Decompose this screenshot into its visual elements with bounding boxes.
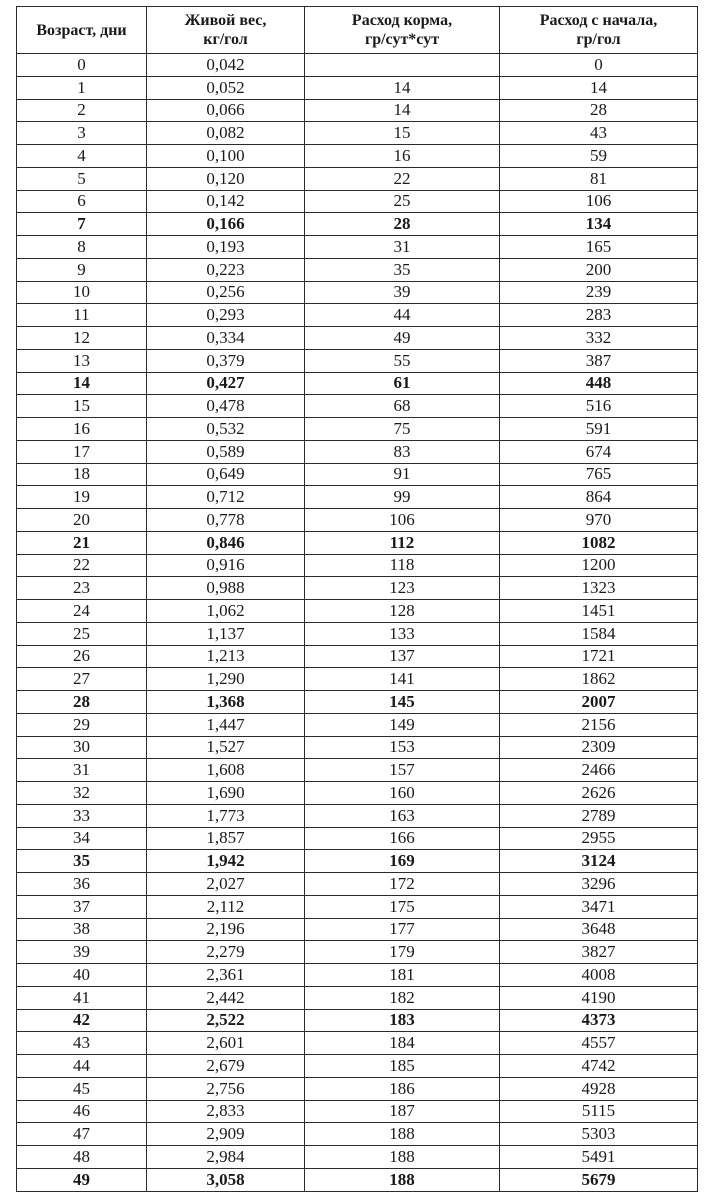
cell-total: 4190 [500,986,698,1009]
table-row [17,918,698,941]
cell-weight: 0,778 [147,509,305,532]
cell-total: 283 [500,304,698,327]
cell-weight: 1,447 [147,713,305,736]
cell-weight: 1,857 [147,827,305,850]
cell-total: 28 [500,99,698,122]
table-row [17,1009,698,1032]
cell-total: 5679 [500,1168,698,1191]
cell-weight: 0,379 [147,349,305,372]
cell-weight: 1,690 [147,782,305,805]
cell-total: 864 [500,486,698,509]
cell-weight: 2,909 [147,1123,305,1146]
header-age-line1: Возраст, дни [36,21,127,39]
cell-total: 5491 [500,1146,698,1169]
table-row [17,850,698,873]
cell-weight: 0,223 [147,258,305,281]
header-weight [147,7,305,54]
cell-feed: 28 [305,213,500,236]
header-total [500,7,698,54]
header-weight-line1: Живой вес, [184,12,267,29]
cell-feed: 55 [305,349,500,372]
table-row [17,418,698,441]
header-row [17,7,698,54]
table-row [17,1055,698,1078]
table-row [17,122,698,145]
cell-feed: 106 [305,509,500,532]
header-weight-line2: кг/гол [203,31,248,48]
table-row [17,941,698,964]
cell-total: 106 [500,190,698,213]
cell-weight: 0,256 [147,281,305,304]
cell-total: 1451 [500,600,698,623]
cell-feed: 83 [305,440,500,463]
cell-total: 2156 [500,713,698,736]
table-row [17,759,698,782]
cell-feed: 75 [305,418,500,441]
cell-total: 387 [500,349,698,372]
table-row [17,1168,698,1191]
cell-feed: 153 [305,736,500,759]
cell-feed: 44 [305,304,500,327]
cell-total: 3124 [500,850,698,873]
cell-age: 12 [17,327,147,350]
cell-total: 516 [500,395,698,418]
table-row [17,190,698,213]
table-row [17,895,698,918]
cell-feed [305,54,500,77]
table-row [17,372,698,395]
cell-age: 7 [17,213,147,236]
cell-age: 4 [17,145,147,168]
cell-feed: 183 [305,1009,500,1032]
cell-total: 134 [500,213,698,236]
cell-weight: 1,773 [147,804,305,827]
cell-weight: 0,478 [147,395,305,418]
table-row [17,600,698,623]
table-row [17,531,698,554]
cell-weight: 0,166 [147,213,305,236]
cell-total: 5303 [500,1123,698,1146]
cell-weight: 2,196 [147,918,305,941]
cell-weight: 2,679 [147,1055,305,1078]
cell-weight: 1,368 [147,691,305,714]
cell-age: 30 [17,736,147,759]
table-row [17,1100,698,1123]
cell-feed: 188 [305,1146,500,1169]
cell-age: 47 [17,1123,147,1146]
table-row [17,986,698,1009]
header-feed-line2: гр/сут*сут [364,31,440,48]
cell-feed: 22 [305,167,500,190]
cell-weight: 0,988 [147,577,305,600]
table-row [17,736,698,759]
table-row [17,964,698,987]
table-row [17,577,698,600]
cell-age: 42 [17,1009,147,1032]
cell-age: 36 [17,873,147,896]
cell-weight: 0,052 [147,76,305,99]
cell-total: 4008 [500,964,698,987]
cell-age: 14 [17,372,147,395]
cell-total: 4928 [500,1077,698,1100]
table-row [17,622,698,645]
cell-total: 2955 [500,827,698,850]
cell-weight: 0,100 [147,145,305,168]
cell-weight: 0,142 [147,190,305,213]
cell-feed: 15 [305,122,500,145]
table-row [17,645,698,668]
cell-feed: 112 [305,531,500,554]
cell-feed: 61 [305,372,500,395]
table-row [17,54,698,77]
cell-total: 0 [500,54,698,77]
cell-total: 239 [500,281,698,304]
cell-weight: 0,846 [147,531,305,554]
cell-age: 28 [17,691,147,714]
cell-feed: 166 [305,827,500,850]
cell-feed: 149 [305,713,500,736]
cell-total: 2626 [500,782,698,805]
cell-weight: 0,293 [147,304,305,327]
cell-age: 22 [17,554,147,577]
cell-weight: 1,137 [147,622,305,645]
cell-age: 31 [17,759,147,782]
cell-age: 17 [17,440,147,463]
table-row [17,1077,698,1100]
cell-feed: 187 [305,1100,500,1123]
cell-total: 43 [500,122,698,145]
cell-weight: 0,193 [147,236,305,259]
cell-total: 3471 [500,895,698,918]
cell-total: 2466 [500,759,698,782]
cell-total: 2789 [500,804,698,827]
header-total-line1: Расход с начала, [539,12,658,29]
cell-weight: 1,608 [147,759,305,782]
table-row [17,304,698,327]
table-row [17,395,698,418]
cell-age: 26 [17,645,147,668]
cell-weight: 0,042 [147,54,305,77]
cell-weight: 0,916 [147,554,305,577]
cell-feed: 99 [305,486,500,509]
table-row [17,258,698,281]
cell-feed: 123 [305,577,500,600]
cell-weight: 0,082 [147,122,305,145]
cell-age: 49 [17,1168,147,1191]
cell-weight: 0,334 [147,327,305,350]
table-row [17,804,698,827]
cell-age: 48 [17,1146,147,1169]
cell-weight: 0,532 [147,418,305,441]
cell-feed: 188 [305,1123,500,1146]
cell-feed: 186 [305,1077,500,1100]
cell-age: 10 [17,281,147,304]
table-row [17,463,698,486]
header-feed-line1: Расход корма, [351,12,453,29]
cell-age: 45 [17,1077,147,1100]
table-row [17,1146,698,1169]
cell-age: 40 [17,964,147,987]
cell-age: 0 [17,54,147,77]
cell-age: 23 [17,577,147,600]
cell-feed: 25 [305,190,500,213]
table-row [17,440,698,463]
cell-feed: 177 [305,918,500,941]
cell-age: 1 [17,76,147,99]
cell-age: 6 [17,190,147,213]
cell-weight: 0,427 [147,372,305,395]
cell-age: 3 [17,122,147,145]
cell-weight: 0,066 [147,99,305,122]
cell-weight: 1,213 [147,645,305,668]
cell-weight: 2,112 [147,895,305,918]
cell-feed: 137 [305,645,500,668]
cell-age: 2 [17,99,147,122]
table-row [17,554,698,577]
cell-total: 14 [500,76,698,99]
cell-age: 32 [17,782,147,805]
cell-feed: 133 [305,622,500,645]
cell-weight: 0,649 [147,463,305,486]
cell-feed: 49 [305,327,500,350]
table-row [17,145,698,168]
cell-weight: 0,712 [147,486,305,509]
cell-age: 35 [17,850,147,873]
cell-age: 9 [17,258,147,281]
cell-feed: 39 [305,281,500,304]
cell-feed: 157 [305,759,500,782]
table-row [17,99,698,122]
cell-age: 15 [17,395,147,418]
cell-feed: 118 [305,554,500,577]
cell-feed: 188 [305,1168,500,1191]
table-row [17,1123,698,1146]
cell-feed: 14 [305,99,500,122]
cell-feed: 31 [305,236,500,259]
cell-age: 43 [17,1032,147,1055]
table-row [17,167,698,190]
cell-feed: 91 [305,463,500,486]
cell-total: 5115 [500,1100,698,1123]
cell-weight: 2,279 [147,941,305,964]
cell-age: 46 [17,1100,147,1123]
cell-total: 3827 [500,941,698,964]
cell-total: 81 [500,167,698,190]
cell-weight: 2,601 [147,1032,305,1055]
cell-total: 765 [500,463,698,486]
cell-feed: 141 [305,668,500,691]
cell-age: 19 [17,486,147,509]
cell-age: 38 [17,918,147,941]
cell-feed: 181 [305,964,500,987]
header-feed [305,7,500,54]
cell-total: 200 [500,258,698,281]
table-row [17,213,698,236]
cell-total: 3296 [500,873,698,896]
table-row [17,281,698,304]
cell-weight: 2,756 [147,1077,305,1100]
cell-total: 1200 [500,554,698,577]
cell-age: 27 [17,668,147,691]
table-row [17,691,698,714]
cell-total: 1721 [500,645,698,668]
cell-weight: 2,027 [147,873,305,896]
cell-feed: 172 [305,873,500,896]
table-row [17,349,698,372]
cell-weight: 1,942 [147,850,305,873]
cell-age: 39 [17,941,147,964]
cell-feed: 14 [305,76,500,99]
table-row [17,668,698,691]
cell-feed: 145 [305,691,500,714]
cell-total: 59 [500,145,698,168]
cell-feed: 16 [305,145,500,168]
cell-total: 1323 [500,577,698,600]
table-header [17,7,698,54]
cell-total: 3648 [500,918,698,941]
cell-feed: 179 [305,941,500,964]
cell-feed: 35 [305,258,500,281]
cell-age: 16 [17,418,147,441]
table-row [17,873,698,896]
cell-weight: 2,442 [147,986,305,1009]
cell-weight: 2,833 [147,1100,305,1123]
cell-feed: 175 [305,895,500,918]
cell-feed: 185 [305,1055,500,1078]
table-row [17,713,698,736]
cell-total: 4373 [500,1009,698,1032]
table-row [17,327,698,350]
cell-total: 1082 [500,531,698,554]
cell-age: 13 [17,349,147,372]
cell-age: 37 [17,895,147,918]
cell-weight: 1,527 [147,736,305,759]
cell-age: 21 [17,531,147,554]
table-row [17,236,698,259]
cell-age: 18 [17,463,147,486]
table-row [17,76,698,99]
cell-total: 1862 [500,668,698,691]
cell-total: 4557 [500,1032,698,1055]
cell-age: 5 [17,167,147,190]
table-row [17,486,698,509]
cell-total: 332 [500,327,698,350]
cell-age: 8 [17,236,147,259]
table-body [17,54,698,1192]
cell-age: 24 [17,600,147,623]
cell-total: 674 [500,440,698,463]
cell-age: 25 [17,622,147,645]
cell-weight: 2,522 [147,1009,305,1032]
cell-weight: 0,120 [147,167,305,190]
cell-feed: 182 [305,986,500,1009]
cell-total: 448 [500,372,698,395]
cell-weight: 2,984 [147,1146,305,1169]
table-row [17,1032,698,1055]
cell-total: 2309 [500,736,698,759]
cell-weight: 2,361 [147,964,305,987]
table-row [17,782,698,805]
cell-feed: 68 [305,395,500,418]
cell-weight: 0,589 [147,440,305,463]
table-row [17,509,698,532]
cell-age: 11 [17,304,147,327]
cell-age: 41 [17,986,147,1009]
header-age [17,7,147,54]
cell-age: 44 [17,1055,147,1078]
cell-weight: 1,062 [147,600,305,623]
header-total-line2: гр/гол [576,31,621,48]
cell-feed: 128 [305,600,500,623]
table-row [17,827,698,850]
cell-weight: 1,290 [147,668,305,691]
cell-age: 34 [17,827,147,850]
cell-total: 2007 [500,691,698,714]
cell-age: 33 [17,804,147,827]
cell-age: 29 [17,713,147,736]
cell-total: 165 [500,236,698,259]
cell-total: 970 [500,509,698,532]
feeding-table [16,6,698,1192]
cell-weight: 3,058 [147,1168,305,1191]
cell-total: 1584 [500,622,698,645]
cell-feed: 160 [305,782,500,805]
cell-age: 20 [17,509,147,532]
cell-total: 4742 [500,1055,698,1078]
cell-feed: 184 [305,1032,500,1055]
cell-feed: 163 [305,804,500,827]
cell-feed: 169 [305,850,500,873]
cell-total: 591 [500,418,698,441]
